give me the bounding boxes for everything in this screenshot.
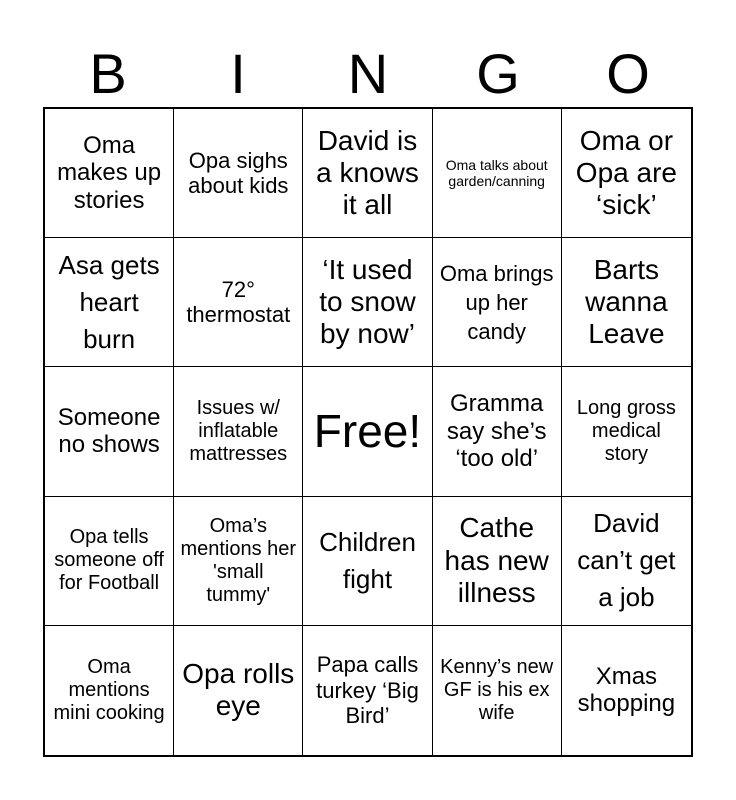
bingo-cell-r1-c3[interactable]: David is a knows it all (303, 109, 432, 238)
bingo-cell-r2-c5[interactable]: Barts wanna Leave (562, 238, 691, 367)
bingo-cell-r3-c1[interactable]: Someone no shows (45, 367, 174, 496)
bingo-card-grid (43, 107, 693, 757)
bingo-cell-r4-c5[interactable]: David can’t get a job (562, 497, 691, 626)
bingo-cell-r5-c3[interactable]: Papa calls turkey ‘Big Bird’ (303, 626, 432, 755)
header-letter-o: O (606, 42, 650, 105)
header-letter-i: I (230, 42, 246, 105)
bingo-cell-r5-c2[interactable]: Opa rolls eye (174, 626, 303, 755)
header-letter-b: B (89, 42, 127, 105)
bingo-cell-r3-c5[interactable]: Long gross medical story (562, 367, 691, 496)
bingo-cell-r2-c2[interactable]: 72° thermostat (174, 238, 303, 367)
header-letter-n: N (347, 42, 389, 105)
bingo-cell-r2-c1[interactable]: Asa gets heart burn (45, 238, 174, 367)
bingo-cell-r1-c1[interactable]: Oma makes up stories (45, 109, 174, 238)
bingo-cell-r3-c2[interactable]: Issues w/ inflatable mattresses (174, 367, 303, 496)
bingo-cell-r4-c2[interactable]: Oma’s mentions her 'small tummy' (174, 497, 303, 626)
bingo-cell-r4-c4[interactable]: Cathe has new illness (433, 497, 562, 626)
bingo-cell-r2-c3[interactable]: ‘It used to snow by now’ (303, 238, 432, 367)
bingo-cell-free-space[interactable]: Free! (303, 367, 432, 496)
header-letter-g: G (476, 42, 520, 105)
bingo-cell-r5-c4[interactable]: Kenny’s new GF is his ex wife (433, 626, 562, 755)
bingo-cell-r3-c4[interactable]: Gramma say she’s ‘too old’ (433, 367, 562, 496)
bingo-cell-r1-c5[interactable]: Oma or Opa are ‘sick’ (562, 109, 691, 238)
bingo-header (43, 40, 693, 108)
bingo-cell-r4-c1[interactable]: Opa tells someone off for Football (45, 497, 174, 626)
bingo-cell-r4-c3[interactable]: Children fight (303, 497, 432, 626)
bingo-cell-r1-c2[interactable]: Opa sighs about kids (174, 109, 303, 238)
bingo-cell-r5-c5[interactable]: Xmas shopping (577, 662, 676, 718)
bingo-cell-r1-c4[interactable]: Oma talks about garden/canning (433, 109, 562, 238)
bingo-cell-r5-c1[interactable]: Oma mentions mini cooking (45, 626, 174, 755)
bingo-cell-r2-c4[interactable]: Oma brings up her candy (433, 238, 562, 367)
